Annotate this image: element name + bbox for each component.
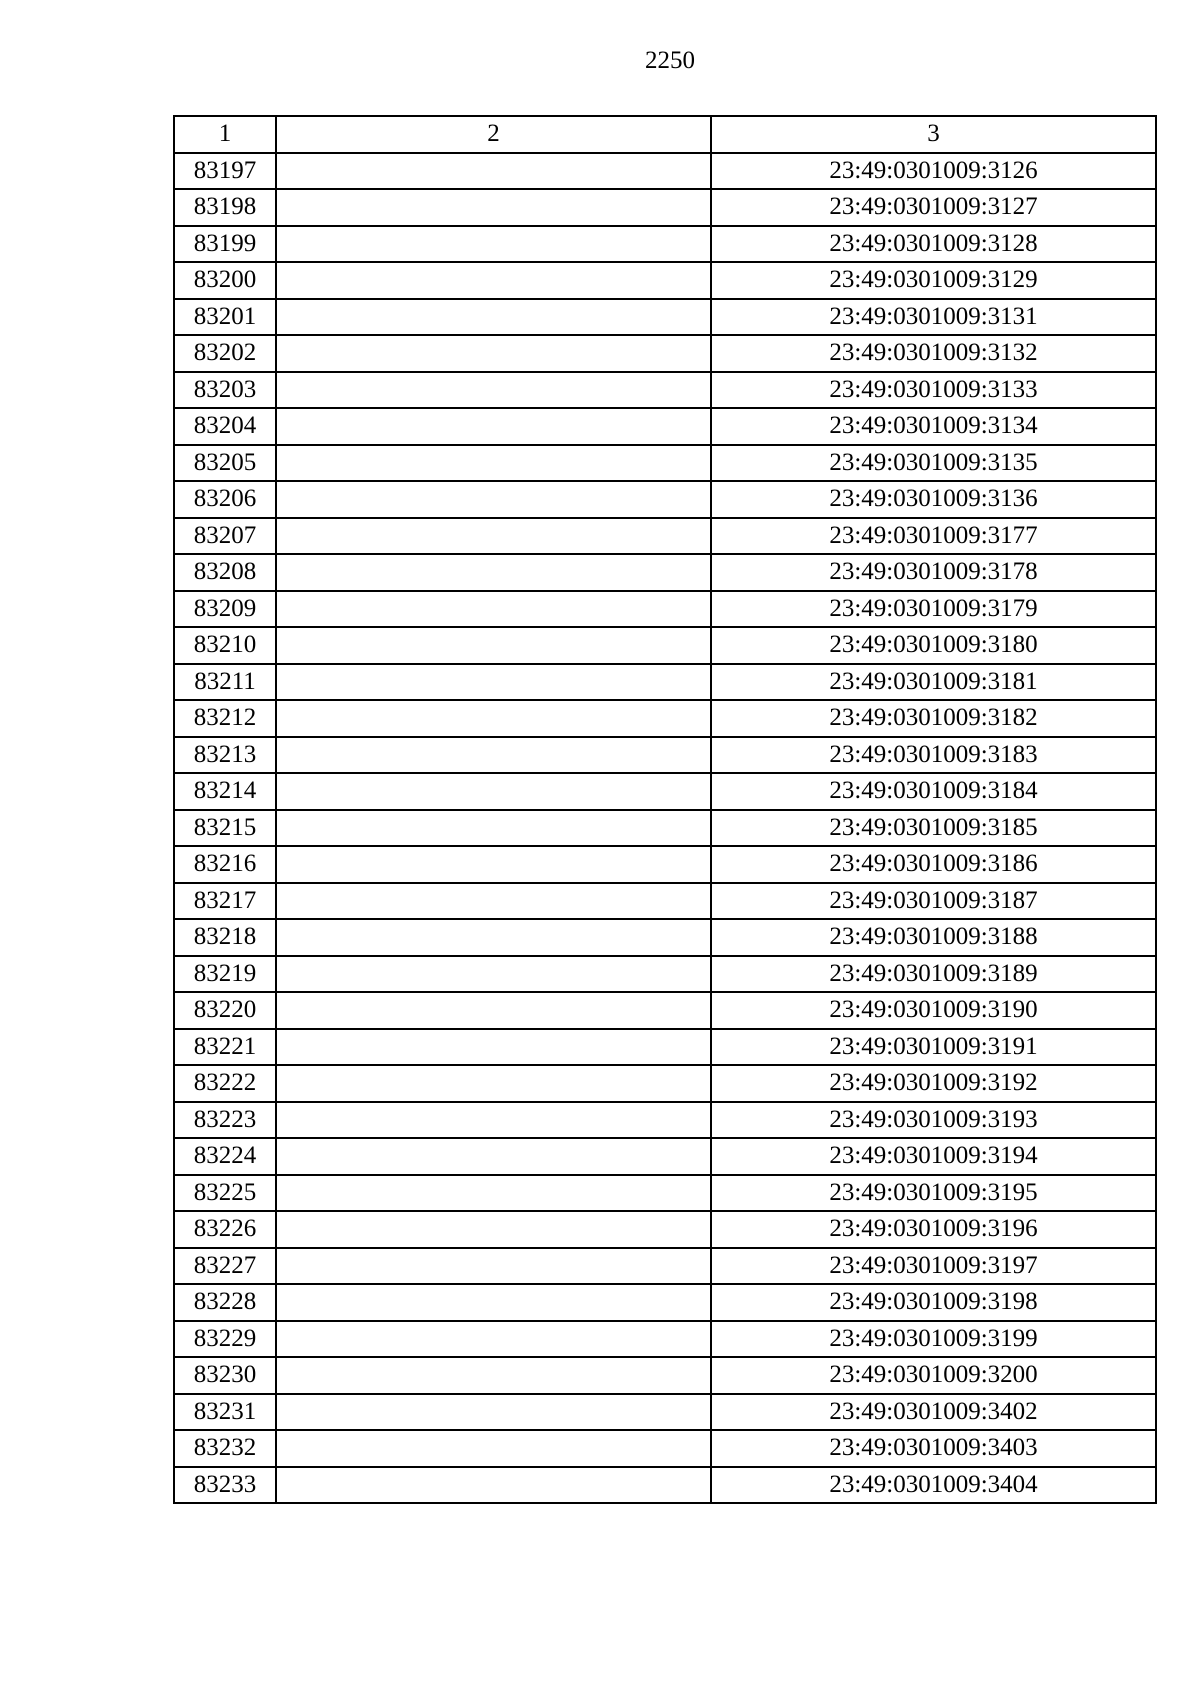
table-row: [174, 664, 1156, 701]
cadastral-number-cell: 23:49:0301009:3182: [711, 700, 1156, 737]
row-number-cell: 83218: [174, 919, 276, 956]
cadastral-number-cell: 23:49:0301009:3403: [711, 1430, 1156, 1467]
cadastral-number-cell: 23:49:0301009:3134: [711, 408, 1156, 445]
table-row: [174, 1138, 1156, 1175]
cadastral-number-cell: 23:49:0301009:3132: [711, 335, 1156, 372]
row-description-cell: [276, 189, 711, 226]
row-number-cell: 83230: [174, 1357, 276, 1394]
table-row: [174, 1321, 1156, 1358]
row-number-cell: 83200: [174, 262, 276, 299]
row-number-cell: 83227: [174, 1248, 276, 1285]
cadastral-number-cell: 23:49:0301009:3184: [711, 773, 1156, 810]
table-row: [174, 883, 1156, 920]
row-description-cell: [276, 1284, 711, 1321]
row-number-cell: 83219: [174, 956, 276, 993]
table-body: [174, 153, 1156, 1504]
table-row: [174, 992, 1156, 1029]
cadastral-number-cell: 23:49:0301009:3198: [711, 1284, 1156, 1321]
row-number-cell: 83220: [174, 992, 276, 1029]
cadastral-number-cell: 23:49:0301009:3195: [711, 1175, 1156, 1212]
cadastral-number-cell: 23:49:0301009:3180: [711, 627, 1156, 664]
row-number-cell: 83217: [174, 883, 276, 920]
row-number-cell: 83211: [174, 664, 276, 701]
row-description-cell: [276, 554, 711, 591]
cadastral-number-cell: 23:49:0301009:3128: [711, 226, 1156, 263]
table-row: [174, 846, 1156, 883]
row-description-cell: [276, 1357, 711, 1394]
row-description-cell: [276, 1321, 711, 1358]
cadastral-number-cell: 23:49:0301009:3178: [711, 554, 1156, 591]
table-row: [174, 554, 1156, 591]
cadastral-number-cell: 23:49:0301009:3188: [711, 919, 1156, 956]
row-description-cell: [276, 883, 711, 920]
row-description-cell: [276, 1211, 711, 1248]
row-description-cell: [276, 262, 711, 299]
cadastral-number-cell: 23:49:0301009:3196: [711, 1211, 1156, 1248]
table-row: [174, 445, 1156, 482]
cadastral-number-cell: 23:49:0301009:3191: [711, 1029, 1156, 1066]
cadastral-number-cell: 23:49:0301009:3131: [711, 299, 1156, 336]
table-row: [174, 1211, 1156, 1248]
cadastral-number-cell: 23:49:0301009:3200: [711, 1357, 1156, 1394]
table-row: [174, 627, 1156, 664]
table-row: [174, 372, 1156, 409]
row-number-cell: 83231: [174, 1394, 276, 1431]
table-row: [174, 1394, 1156, 1431]
cadastral-number-cell: 23:49:0301009:3135: [711, 445, 1156, 482]
page-number: 2250: [645, 47, 695, 74]
row-number-cell: 83204: [174, 408, 276, 445]
row-number-cell: 83222: [174, 1065, 276, 1102]
cadastral-number-cell: 23:49:0301009:3126: [711, 153, 1156, 190]
table-row: [174, 226, 1156, 263]
row-description-cell: [276, 591, 711, 628]
cadastral-number-cell: 23:49:0301009:3192: [711, 1065, 1156, 1102]
row-description-cell: [276, 992, 711, 1029]
table-row: [174, 591, 1156, 628]
row-description-cell: [276, 664, 711, 701]
row-description-cell: [276, 810, 711, 847]
row-description-cell: [276, 737, 711, 774]
table-row: [174, 737, 1156, 774]
cadastral-number-cell: 23:49:0301009:3127: [711, 189, 1156, 226]
column-header-2: 2: [276, 116, 711, 153]
row-number-cell: 83223: [174, 1102, 276, 1139]
row-description-cell: [276, 956, 711, 993]
row-number-cell: 83209: [174, 591, 276, 628]
row-description-cell: [276, 226, 711, 263]
row-description-cell: [276, 1394, 711, 1431]
row-description-cell: [276, 1102, 711, 1139]
row-description-cell: [276, 1029, 711, 1066]
row-number-cell: 83203: [174, 372, 276, 409]
row-number-cell: 83214: [174, 773, 276, 810]
row-number-cell: 83201: [174, 299, 276, 336]
cadastral-number-cell: 23:49:0301009:3402: [711, 1394, 1156, 1431]
table-row: [174, 773, 1156, 810]
cadastral-number-cell: 23:49:0301009:3193: [711, 1102, 1156, 1139]
row-number-cell: 83202: [174, 335, 276, 372]
table-header: [174, 116, 1156, 153]
row-description-cell: [276, 627, 711, 664]
row-description-cell: [276, 153, 711, 190]
table-row: [174, 1467, 1156, 1504]
table-row: [174, 919, 1156, 956]
cadastral-number-cell: 23:49:0301009:3185: [711, 810, 1156, 847]
cadastral-number-cell: 23:49:0301009:3190: [711, 992, 1156, 1029]
row-number-cell: 83228: [174, 1284, 276, 1321]
table-row: [174, 1102, 1156, 1139]
row-number-cell: 83226: [174, 1211, 276, 1248]
table-row: [174, 1175, 1156, 1212]
table-row: [174, 1029, 1156, 1066]
row-description-cell: [276, 919, 711, 956]
table-row: [174, 810, 1156, 847]
cadastral-number-cell: 23:49:0301009:3183: [711, 737, 1156, 774]
row-number-cell: 83205: [174, 445, 276, 482]
row-description-cell: [276, 846, 711, 883]
cadastral-number-cell: 23:49:0301009:3194: [711, 1138, 1156, 1175]
table-row: [174, 1248, 1156, 1285]
row-number-cell: 83198: [174, 189, 276, 226]
cadastral-number-cell: 23:49:0301009:3186: [711, 846, 1156, 883]
row-number-cell: 83208: [174, 554, 276, 591]
table-row: [174, 481, 1156, 518]
table-row: [174, 335, 1156, 372]
row-number-cell: 83213: [174, 737, 276, 774]
register-table: [173, 115, 1157, 1504]
table-row: [174, 700, 1156, 737]
table-row: [174, 1430, 1156, 1467]
table-row: [174, 189, 1156, 226]
table-row: [174, 299, 1156, 336]
row-description-cell: [276, 1065, 711, 1102]
cadastral-number-cell: 23:49:0301009:3187: [711, 883, 1156, 920]
table-row: [174, 518, 1156, 555]
row-number-cell: 83229: [174, 1321, 276, 1358]
row-description-cell: [276, 1430, 711, 1467]
table-row: [174, 1065, 1156, 1102]
cadastral-number-cell: 23:49:0301009:3199: [711, 1321, 1156, 1358]
table-row: [174, 956, 1156, 993]
row-description-cell: [276, 1175, 711, 1212]
row-description-cell: [276, 773, 711, 810]
row-number-cell: 83199: [174, 226, 276, 263]
column-header-1: 1: [174, 116, 276, 153]
row-description-cell: [276, 700, 711, 737]
cadastral-number-cell: 23:49:0301009:3179: [711, 591, 1156, 628]
cadastral-number-cell: 23:49:0301009:3197: [711, 1248, 1156, 1285]
table-row: [174, 1357, 1156, 1394]
row-description-cell: [276, 1248, 711, 1285]
row-description-cell: [276, 335, 711, 372]
cadastral-number-cell: 23:49:0301009:3404: [711, 1467, 1156, 1504]
row-description-cell: [276, 1467, 711, 1504]
row-description-cell: [276, 518, 711, 555]
cadastral-number-cell: 23:49:0301009:3136: [711, 481, 1156, 518]
row-description-cell: [276, 372, 711, 409]
row-number-cell: 83225: [174, 1175, 276, 1212]
row-number-cell: 83224: [174, 1138, 276, 1175]
column-header-3: 3: [711, 116, 1156, 153]
row-number-cell: 83212: [174, 700, 276, 737]
cadastral-number-cell: 23:49:0301009:3177: [711, 518, 1156, 555]
header-row: [174, 116, 1156, 153]
row-description-cell: [276, 1138, 711, 1175]
row-number-cell: 83207: [174, 518, 276, 555]
row-number-cell: 83210: [174, 627, 276, 664]
row-description-cell: [276, 445, 711, 482]
cadastral-number-cell: 23:49:0301009:3129: [711, 262, 1156, 299]
row-number-cell: 83215: [174, 810, 276, 847]
row-description-cell: [276, 481, 711, 518]
row-number-cell: 83197: [174, 153, 276, 190]
cadastral-number-cell: 23:49:0301009:3133: [711, 372, 1156, 409]
cadastral-number-cell: 23:49:0301009:3189: [711, 956, 1156, 993]
table-row: [174, 408, 1156, 445]
cadastral-number-cell: 23:49:0301009:3181: [711, 664, 1156, 701]
row-number-cell: 83232: [174, 1430, 276, 1467]
row-number-cell: 83206: [174, 481, 276, 518]
row-description-cell: [276, 408, 711, 445]
table-row: [174, 1284, 1156, 1321]
row-number-cell: 83216: [174, 846, 276, 883]
row-description-cell: [276, 299, 711, 336]
table-row: [174, 262, 1156, 299]
row-number-cell: 83233: [174, 1467, 276, 1504]
table-row: [174, 153, 1156, 190]
row-number-cell: 83221: [174, 1029, 276, 1066]
